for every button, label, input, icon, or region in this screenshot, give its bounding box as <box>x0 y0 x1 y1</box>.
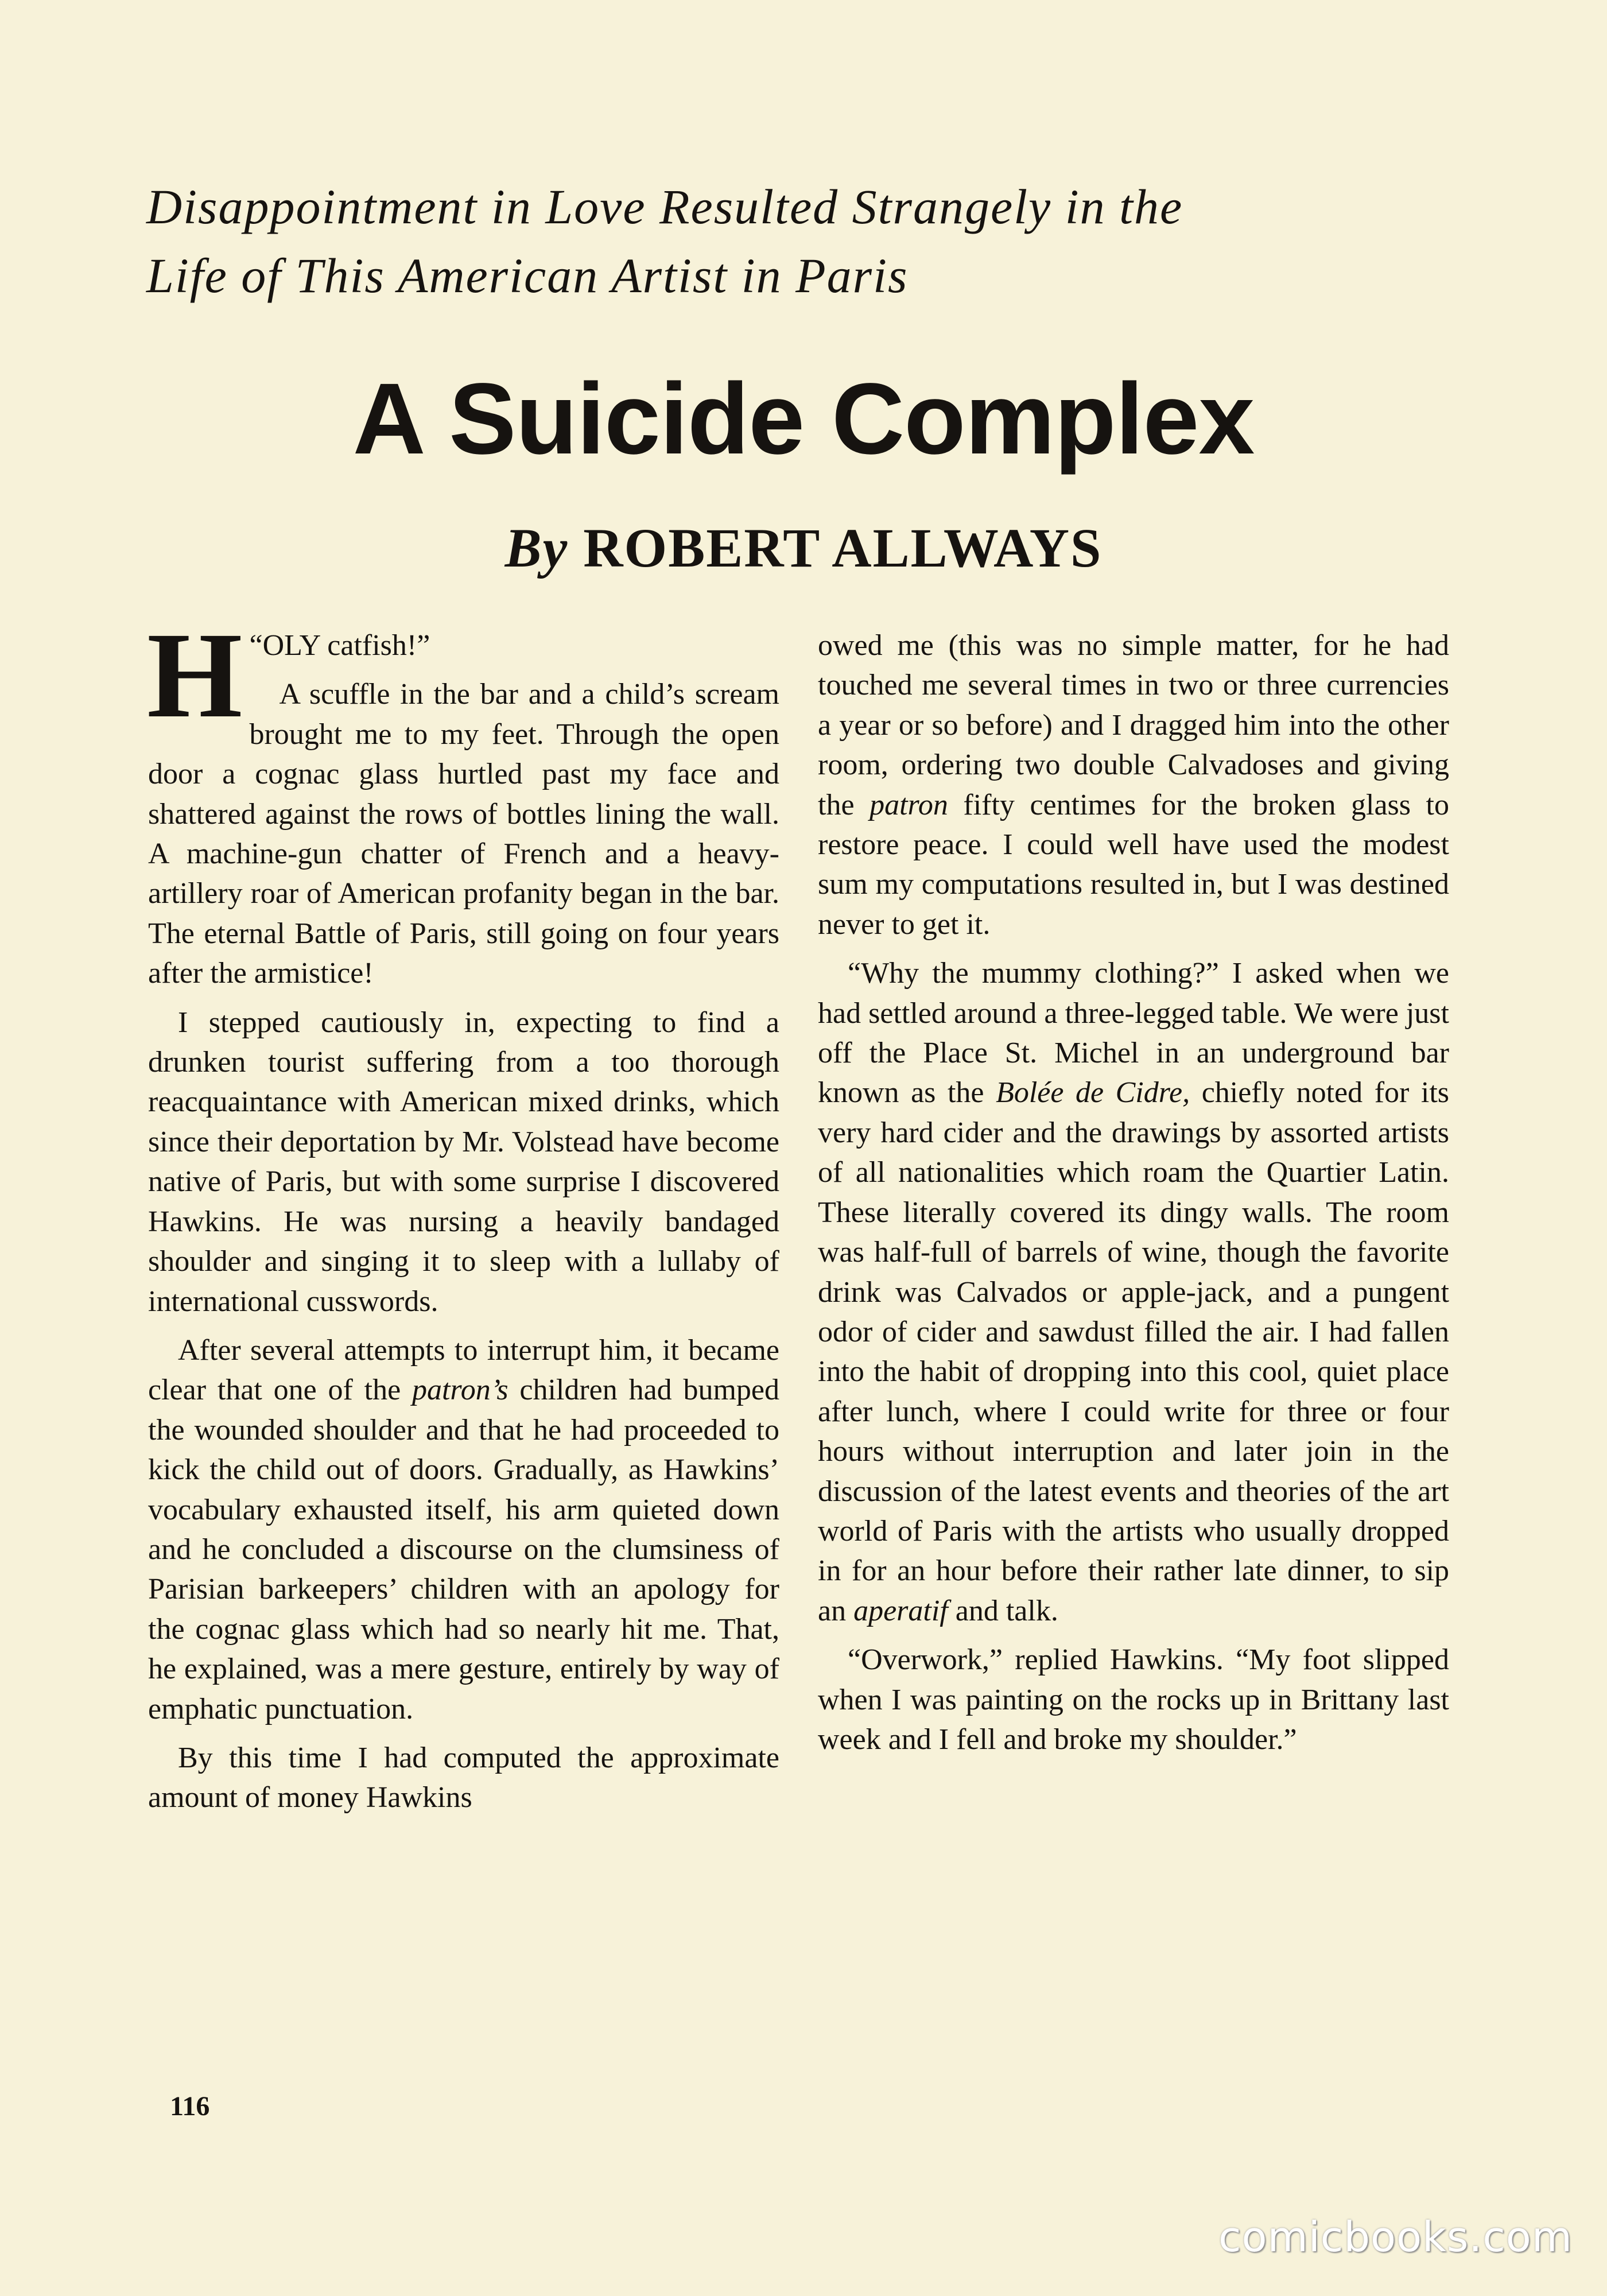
paragraph-left-4-b: children had bumped the wounded shoulder and that he had proceeded to kick the child out of doors. Gradually, as Hawkins’ vocabulary exhausted itself, his arm quieted down and he concluded a discourse on the clumsiness of Parisian barkeepers’ children with an apology for the cognac glass which had so nearly hit me. That, he explained, was a mere gesture, entirely by way of emphatic punctuation. <box>148 1374 779 1725</box>
article-title: A Suicide Complex <box>352 363 1255 475</box>
paragraph-right-1-a: owed me (this was no simple matter, for he had touched me several times in two or three currencies a year or so before) and I dragged him into the other room, ordering two double Calvadoses and giving the <box>818 629 1449 821</box>
left-column <box>147 607 779 1827</box>
paragraph-left-3: I stepped cautiously in, expecting to find a drunken tourist suffering from a too thorough reacquaintance with American mixed drinks, which since their deportation by Mr. Volstead have become native of Paris, but with some surprise I discovered Hawkins. He was nursing a heavily bandaged shoulder and singing it to sleep with a lullaby of international cusswords. <box>148 1006 779 1318</box>
paragraph-left-4 <box>148 1331 779 1729</box>
paragraph-left-5: By this time I had computed the approximate amount of money Hawkins <box>148 1741 779 1814</box>
paragraph-right-2-b: chiefly noted for its very hard cider and the drawings by assorted artists of all nationalities which roam the Quartier Latin. These literally covered its dingy walls. The room was half-full of barrels of wine, though the favorite drink was Calvados or apple-jack, and a pungent odor of cider and sawdust filled the air. I had fallen into the habit of dropping into this cool, quiet place after lunch, where I could write for three or four hours without interruption and later join in the discussion of the latest events and theories of the art world of Paris with the artists who usually dropped in for an hour before their rather late dinner, to sip an <box>818 1076 1450 1627</box>
paragraph-right-2-italic-2: aperatif <box>853 1594 948 1627</box>
paragraph-left-4-a: After several attempts to interrupt him, it became clear that one of the <box>148 1333 779 1407</box>
paragraph-right-1 <box>818 626 1449 944</box>
paragraph-right-3: “Overwork,” replied Hawkins. “My foot slipped when I was painting on the rocks up in Brittany last week and I fell and broke my shoulder.” <box>818 1643 1449 1756</box>
paragraph-right-2-a: “Why the mummy clothing?” I asked when we had settled around a three-legged table. We were just off the Place St. Michel in an underground bar known as the <box>818 957 1449 1110</box>
deck-line-1: Disappointment in Love Resulted Strangely in the <box>146 179 1183 234</box>
opening-quote-mark: “ <box>249 629 263 662</box>
drop-cap: H <box>147 607 243 743</box>
paragraph-left-4-italic: patron’s <box>412 1374 509 1407</box>
paragraph-opening <box>147 607 779 743</box>
byline <box>0 514 1607 583</box>
paragraph-right-2-c: and talk. <box>948 1594 1058 1627</box>
deck-subtitle <box>146 172 1495 310</box>
paragraph-right-1-italic: patron <box>870 788 948 821</box>
right-column <box>818 626 1449 1768</box>
byline-by: By <box>504 517 569 579</box>
deck-line-2: Life of This American Artist in Paris <box>146 248 909 303</box>
page-number: 116 <box>170 2091 210 2122</box>
byline-author: ROBERT ALLWAYS <box>583 517 1103 579</box>
paragraph-right-2-italic-1: Bolée de Cidre, <box>996 1076 1190 1110</box>
paragraph-right-2 <box>818 953 1449 1631</box>
paragraph-right-1-b: fifty centimes for the broken glass to restore peace. I could well have used the modest sum my computations resulted in, but I was destined never to get it. <box>818 788 1449 941</box>
watermark: comicbooks.com <box>1218 2213 1573 2261</box>
opening-text: OLY catfish!” <box>262 629 430 662</box>
paragraph-left-2: A scuffle in the bar and a child’s scream brought me to my feet. Through the open door a cognac glass hurtled past my face and shattered against the rows of bottles lining the wall. A machine-gun chatter of French and a heavy-artillery roar of American profanity began in the bar. The eternal Battle of Paris, still going on four years after the armistice! <box>148 678 779 990</box>
